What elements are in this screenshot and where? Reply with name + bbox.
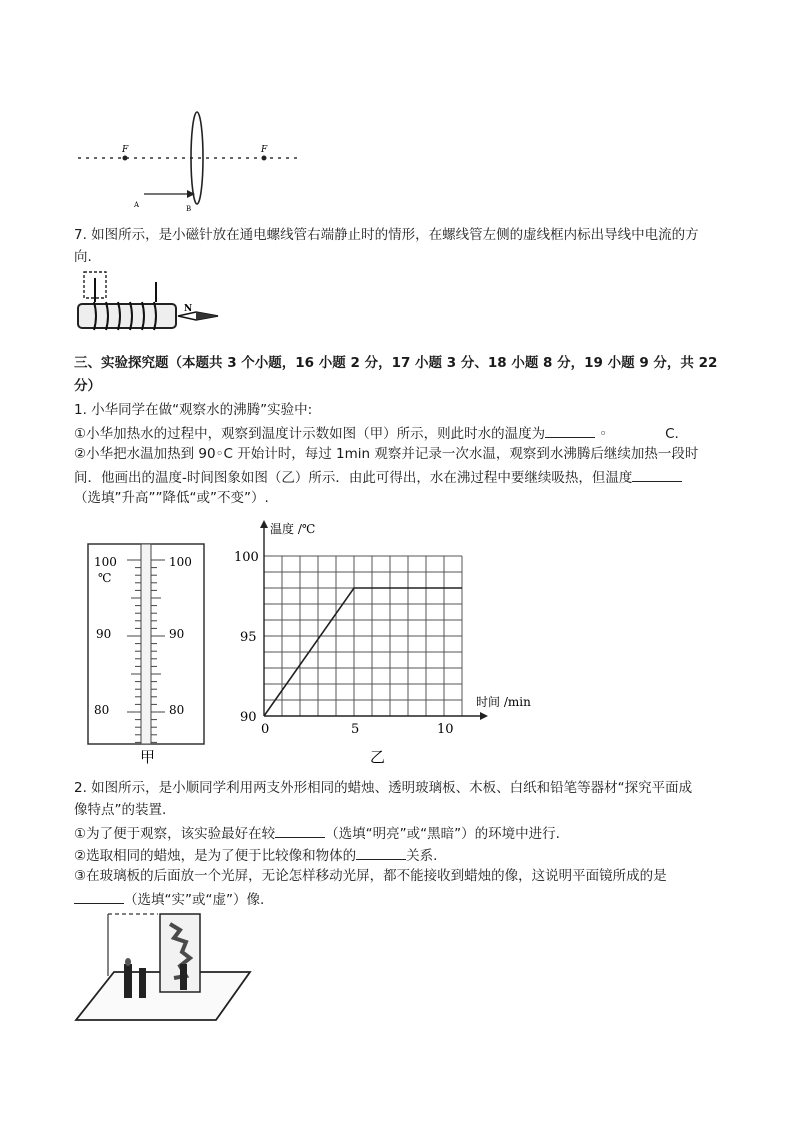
q1-part2-line3: （选填”升高””降低“或”不变”）. [74, 490, 269, 506]
q2-part1 [74, 823, 560, 843]
candle-flame [125, 958, 131, 966]
thermometer-figure [86, 540, 208, 770]
answer-blank-2[interactable] [632, 467, 682, 482]
x-axis-arrow [480, 712, 488, 720]
label-80-left: 80 [94, 703, 110, 717]
q1-intro: 1. 小华同学在做“观察水的沸腾”实验中: [74, 402, 313, 418]
caption-yi: 乙 [370, 748, 386, 766]
chart-grid [264, 556, 462, 716]
q1-part1-tail: C. [665, 426, 679, 442]
temperature-time-chart [226, 516, 556, 774]
needle-dark-half [196, 312, 218, 320]
q2-part3-line2 [74, 889, 264, 909]
solenoid-diagram [74, 268, 224, 336]
unit-celsius: ℃ [98, 571, 112, 585]
caption-jia: 甲 [140, 748, 156, 766]
q7-text-line2: 向. [74, 249, 92, 265]
answer-blank-3[interactable] [275, 823, 325, 838]
q1-part2-line2-text: 间．他画出的温度-时间图象如图（乙）所示．由此可得出，水在沸过程中要继续吸热，但温度 [74, 470, 633, 486]
thermometer-tube [141, 544, 151, 744]
y-tick-label: 90 [240, 710, 257, 725]
q2-intro-line2: 像特点”的装置. [74, 802, 167, 818]
q2-part3-line1: ③在玻璃板的后面放一个光屏，无论怎样移动光屏，都不能接收到蜡烛的像，这说明平面镜所成的是 [74, 868, 667, 884]
section3-heading-line1: 三、实验探究题（本题共 3 个小题，16 小题 2 分，17 小题 3 分、18 小题 8 分，19 小题 9 分，共 22 [74, 355, 718, 371]
q2-part1-post: （选填“明亮”或“黑暗”）的环境中进行. [325, 826, 560, 842]
candle-reflection [139, 968, 146, 998]
x-axis-label: 时间 /min [476, 695, 531, 709]
q1-part2-line2 [74, 467, 682, 487]
lens-diagram [74, 106, 304, 214]
q7-text-line1: 7. 如图所示，是小磁针放在通电螺线管右端静止时的情形，在螺线管左侧的虚线框内标出导线中电流的方 [74, 227, 699, 243]
x-tick-label: 5 [351, 722, 360, 737]
x-tick-label: 0 [261, 722, 270, 737]
x-tick-label: 10 [437, 722, 454, 737]
y-axis-arrow [260, 520, 268, 528]
label-90-right: 90 [169, 627, 185, 641]
label-f-left: F [122, 145, 129, 155]
y-axis-label: 温度 /℃ [270, 522, 316, 536]
answer-blank-1[interactable] [545, 423, 595, 438]
y-tick-label: 95 [240, 630, 257, 645]
q2-part2 [74, 845, 437, 865]
section3-heading-line2: 分） [74, 378, 101, 394]
label-80-right: 80 [169, 703, 185, 717]
q1-part1-text: ①小华加热水的过程中，观察到温度计示数如图（甲）所示，则此时水的温度为 [74, 426, 546, 442]
focal-point-left [123, 156, 128, 161]
label-100-right: 100 [169, 555, 192, 569]
q2-part3-post: （选填“实”或“虚”）像. [124, 892, 265, 908]
tick-labels [234, 550, 454, 737]
candle-behind [180, 964, 187, 990]
q2-part2-text: ②选取相同的蜡烛，是为了便于比较像和物体的 [74, 848, 357, 864]
q1-part1-unit: ◦ [599, 426, 608, 442]
label-100-left: 100 [94, 555, 117, 569]
q1-part1 [74, 423, 679, 443]
q2-part1-text: ①为了便于观察，该实验最好在较 [74, 826, 276, 842]
q2-part2-post: 关系. [406, 848, 438, 864]
label-f-right: F [261, 145, 268, 155]
label-90-left: 90 [96, 627, 112, 641]
label-b: B [186, 205, 192, 213]
needle-label-n: N [184, 304, 193, 314]
plane-mirror-apparatus [74, 908, 252, 1026]
solenoid-core [78, 304, 176, 328]
y-tick-label: 100 [234, 550, 259, 565]
answer-blank-5[interactable] [74, 889, 124, 904]
answer-blank-4[interactable] [356, 845, 406, 860]
focal-point-right [262, 156, 267, 161]
q2-intro-line1: 2. 如图所示，是小顺同学利用两支外形相同的蜡烛、透明玻璃板、木板、白纸和铅笔等器材“探究平面成 [74, 780, 693, 796]
label-a: A [134, 201, 140, 209]
q1-part2-line1: ②小华把水温加热到 90◦C 开始计时，每过 1min 观察并记录一次水温，观察到水沸腾后继续加热一段时 [74, 446, 699, 462]
candle-front [124, 964, 132, 998]
